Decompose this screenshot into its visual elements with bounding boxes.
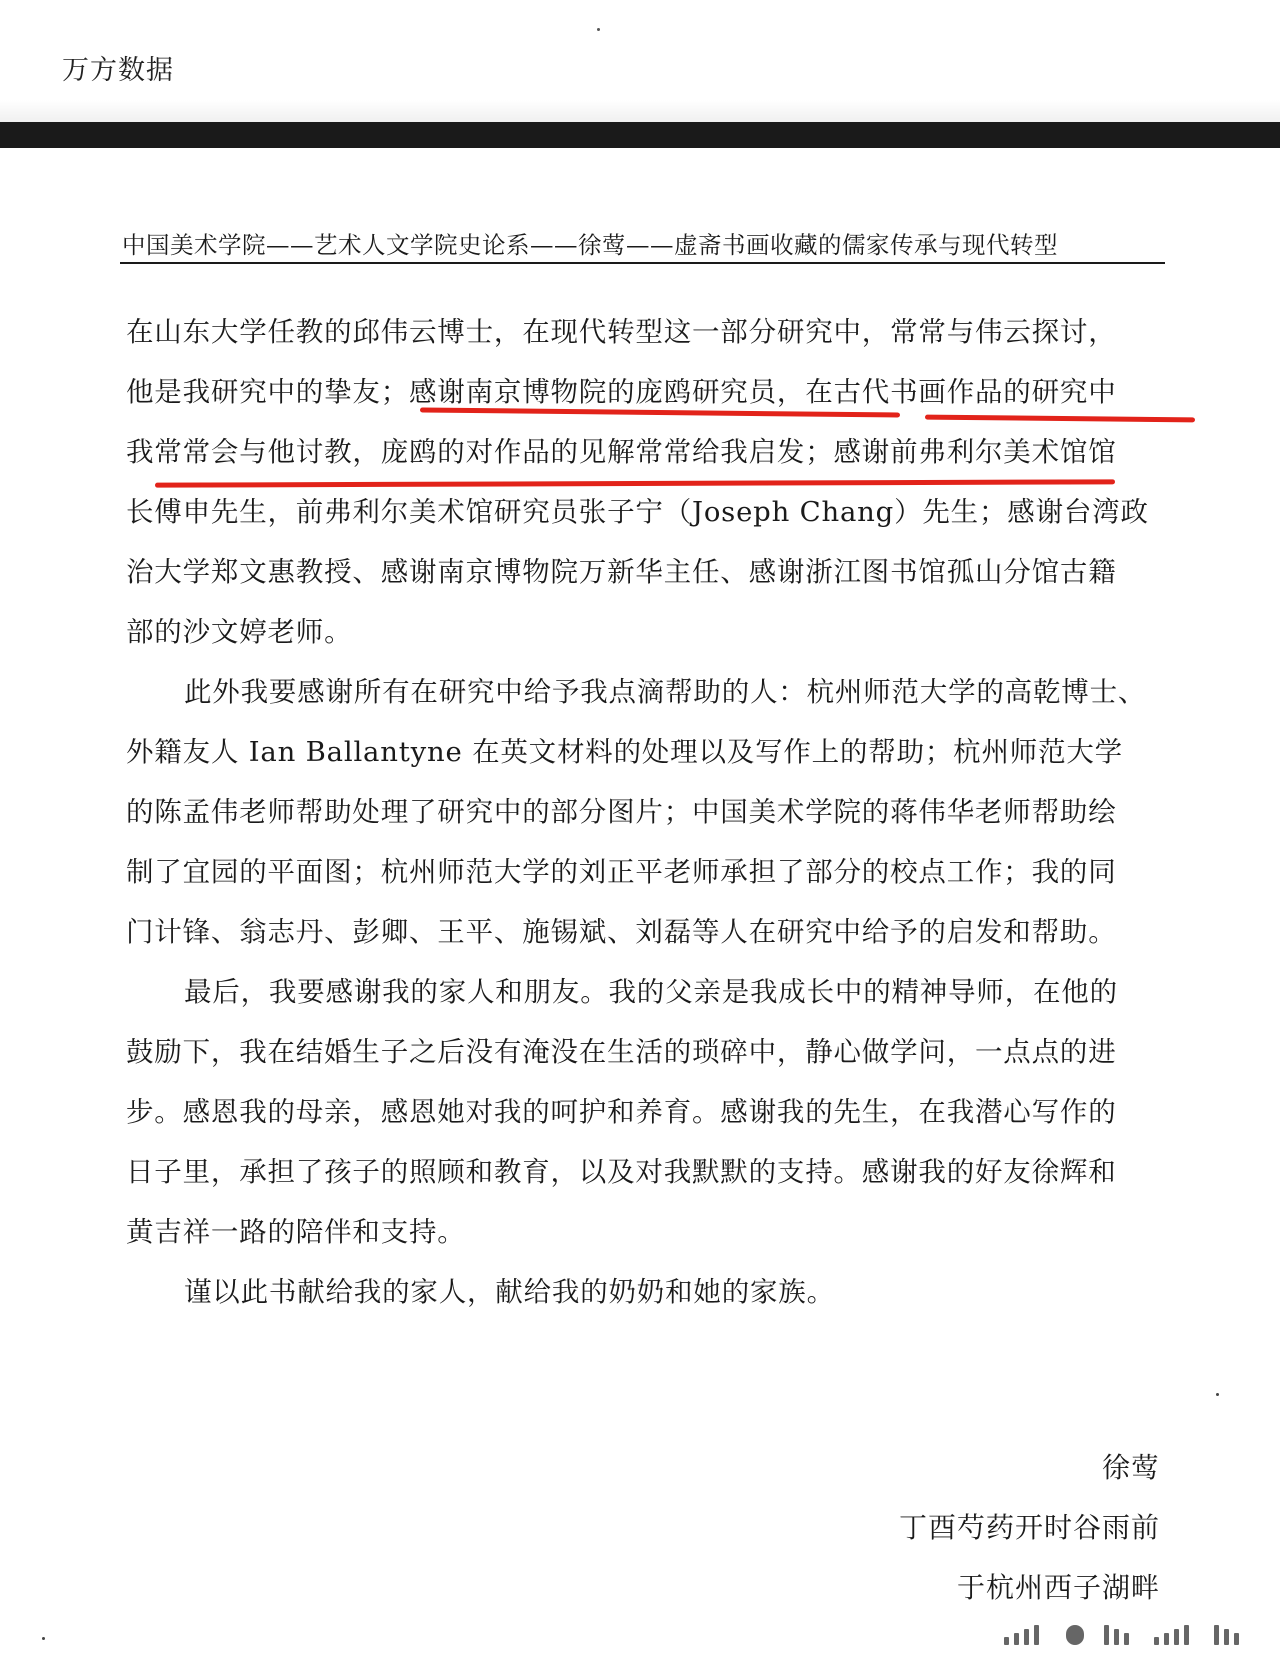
paragraph-family <box>126 962 1166 1262</box>
scan-speck <box>597 28 600 31</box>
paragraph-line: 黄吉祥一路的陪伴和支持。 <box>126 1216 466 1248</box>
paragraph-line: 在山东大学任教的邱伟云博士，在现代转型这一部分研究中，常常与伟云探讨， <box>126 316 1117 348</box>
scan-black-band <box>0 122 1280 148</box>
page-edge-shadow <box>0 100 1280 122</box>
signature-author: 徐莺 <box>1101 1451 1160 1484</box>
paragraph-acknowledgements-2 <box>126 662 1166 962</box>
running-header: 中国美术学院——艺术人文学院史论系——徐莺——虚斋书画收藏的儒家传承与现代转型 <box>122 231 1058 259</box>
paragraph-line: 治大学郑文惠教授、感谢南京博物院万新华主任、感谢浙江图书馆孤山分馆古籍 <box>126 556 1117 588</box>
paragraph-line: 长傅申先生，前弗利尔美术馆研究员张子宁（Joseph Chang）先生；感谢台湾政 <box>126 496 1149 528</box>
signal-bars-icon <box>1004 1625 1254 1645</box>
paragraph-line: 部的沙文婷老师。 <box>126 616 353 648</box>
paragraph-line: 日子里，承担了孩子的照顾和教育，以及对我默默的支持。感谢我的好友徐辉和 <box>126 1156 1117 1188</box>
paragraph-line: 谨以此书献给我的家人，献给我的奶奶和她的家族。 <box>184 1276 835 1308</box>
scan-speck <box>42 1637 45 1640</box>
paragraph-dedication <box>126 1262 1166 1322</box>
signature-date: 丁酉芍药开时谷雨前 <box>898 1511 1160 1544</box>
paragraph-line: 鼓励下，我在结婚生子之后没有淹没在生活的琐碎中，静心做学问，一点点的进 <box>126 1036 1117 1068</box>
paragraph-line: 外籍友人 Ian Ballantyne 在英文材料的处理以及写作上的帮助；杭州师范大学 <box>126 736 1123 768</box>
signature-place: 于杭州西子湖畔 <box>956 1571 1160 1604</box>
wanfang-watermark: 万方数据 <box>62 55 174 86</box>
paragraph-line: 他是我研究中的挚友；感谢南京博物院的庞鸥研究员，在古代书画作品的研究中 <box>126 376 1117 408</box>
scan-speck <box>1216 1393 1219 1396</box>
paragraph-line: 门计锋、翁志丹、彭卿、王平、施锡斌、刘磊等人在研究中给予的启发和帮助。 <box>126 916 1117 948</box>
paragraph-line: 最后，我要感谢我的家人和朋友。我的父亲是我成长中的精神导师，在他的 <box>184 976 1118 1008</box>
paragraph-line: 我常常会与他讨教，庞鸥的对作品的见解常常给我启发；感谢前弗利尔美术馆馆 <box>126 436 1117 468</box>
paragraph-line: 此外我要感谢所有在研究中给予我点滴帮助的人：杭州师范大学的高乾博士、 <box>184 676 1147 708</box>
paragraph-line: 制了宜园的平面图；杭州师范大学的刘正平老师承担了部分的校点工作；我的同 <box>126 856 1117 888</box>
paragraph-line: 步。感恩我的母亲，感恩她对我的呵护和养育。感谢我的先生，在我潜心写作的 <box>126 1096 1117 1128</box>
header-rule <box>120 262 1165 264</box>
paragraph-line: 的陈孟伟老师帮助处理了研究中的部分图片；中国美术学院的蒋伟华老师帮助绘 <box>126 796 1117 828</box>
